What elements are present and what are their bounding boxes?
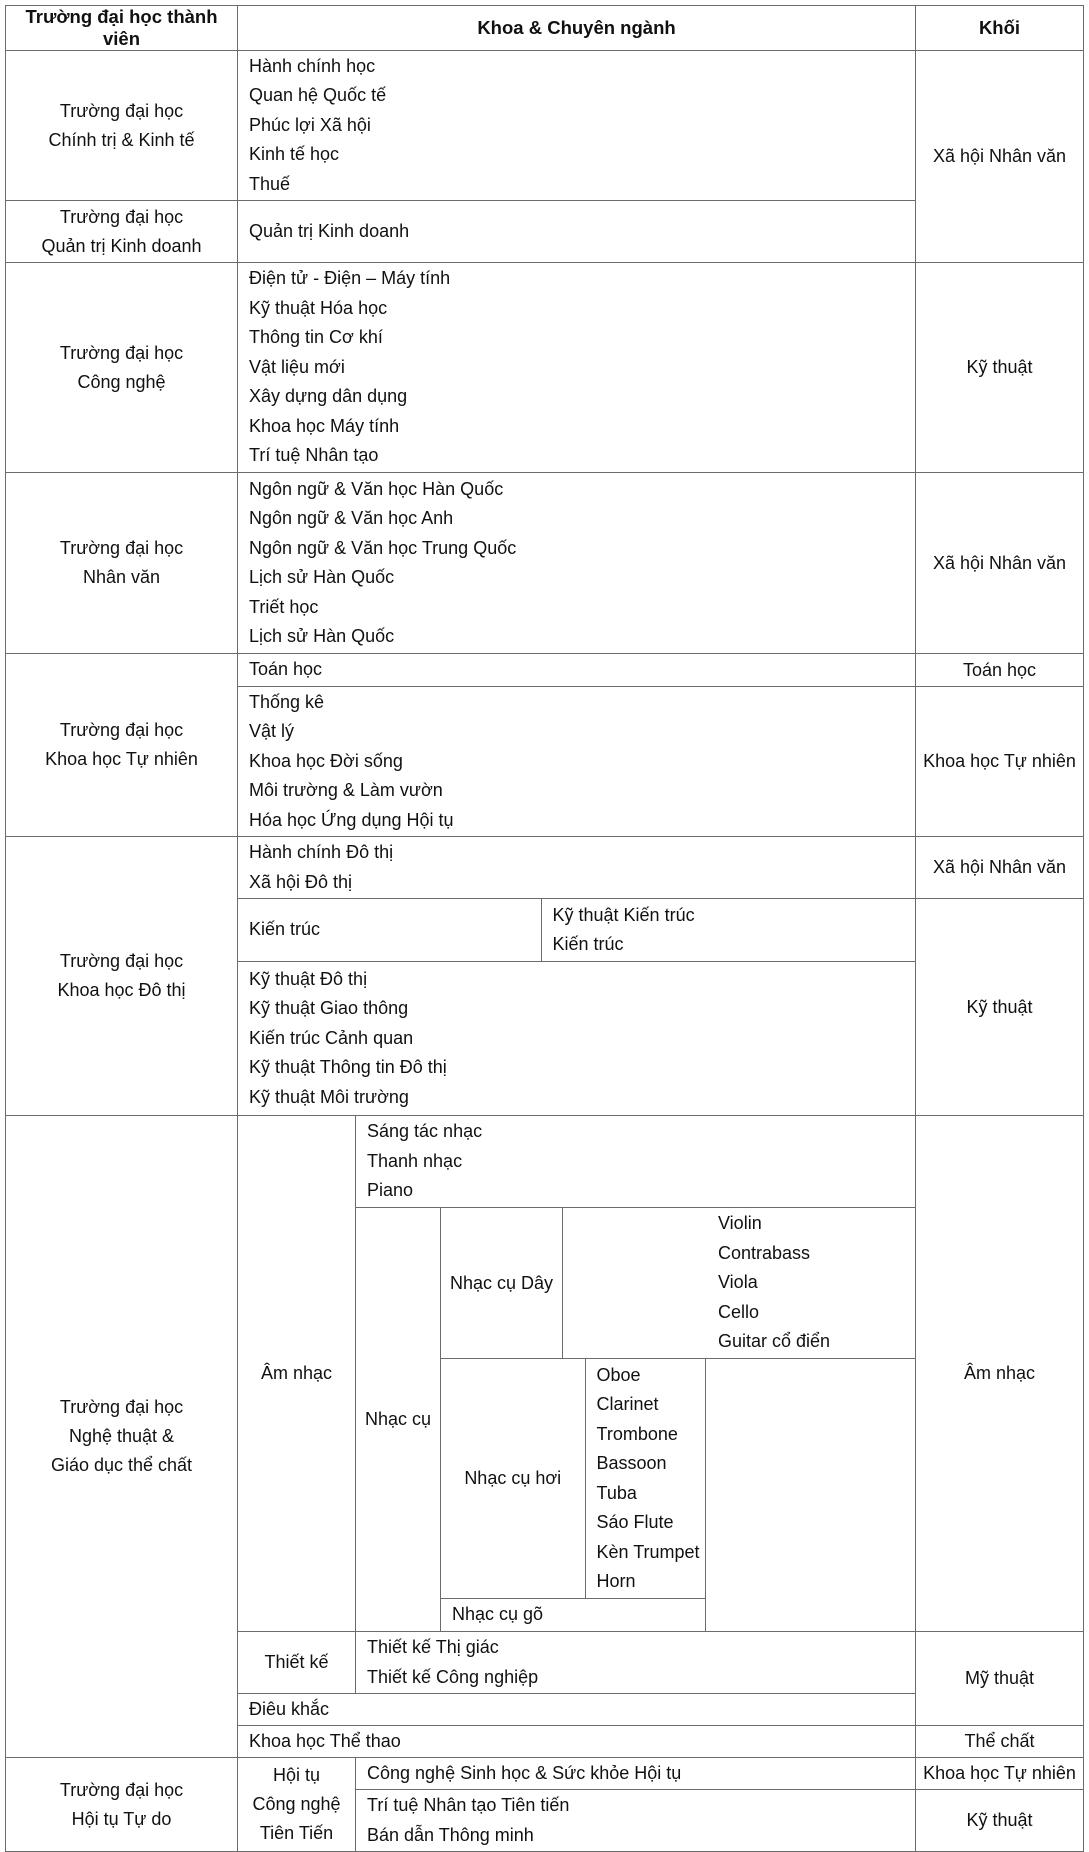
major-list: Kỹ thuật Kiến trúc Kiến trúc bbox=[541, 899, 915, 961]
major-list: Kỹ thuật Đô thị Kỹ thuật Giao thông Kiến trúc Cảnh quan Kỹ thuật Thông tin Đô thị Kỹ thuật Môi trường bbox=[238, 962, 916, 1116]
major-list: Điện tử - Điện – Máy tính Kỹ thuật Hóa học Thông tin Cơ khí Vật liệu mới Xây dựng dân dụng Khoa học Máy tính Trí tuệ Nhân tạo bbox=[238, 263, 916, 473]
school-cell: Trường đại học Hội tụ Tự do bbox=[6, 1758, 238, 1852]
percussion-item: Nhạc cụ gõ bbox=[441, 1599, 706, 1632]
major-list: Thiết kế Thị giác Thiết kế Công nghiệp bbox=[356, 1632, 916, 1694]
block-cell: Mỹ thuật bbox=[916, 1632, 1084, 1726]
instrument-label: Nhạc cụ bbox=[356, 1208, 441, 1632]
school-cell: Trường đại học Khoa học Đô thị bbox=[6, 837, 238, 1116]
architecture-group bbox=[238, 899, 916, 962]
music-label: Âm nhạc bbox=[238, 1116, 356, 1632]
architecture-label: Kiến trúc bbox=[238, 899, 541, 961]
major-list: Trí tuệ Nhân tạo Tiên tiến Bán dẫn Thông minh bbox=[356, 1790, 916, 1852]
major-list: Quản trị Kinh doanh bbox=[238, 201, 916, 263]
major-item: Công nghệ Sinh học & Sức khỏe Hội tụ bbox=[356, 1758, 916, 1790]
winds-group bbox=[441, 1359, 706, 1599]
strings-label: Nhạc cụ Dây bbox=[441, 1208, 563, 1359]
school-cell: Trường đại học Chính trị & Kinh tế bbox=[6, 51, 238, 201]
major-item: Điêu khắc bbox=[238, 1694, 916, 1726]
block-cell: Khoa học Tự nhiên bbox=[916, 1758, 1084, 1790]
school-cell: Trường đại học Nhân văn bbox=[6, 473, 238, 654]
block-cell: Thể chất bbox=[916, 1726, 1084, 1758]
block-cell: Kỹ thuật bbox=[916, 1790, 1084, 1852]
header-school: Trường đại học thành viên bbox=[6, 6, 238, 51]
major-list: Hành chính học Quan hệ Quốc tế Phúc lợi Xã hội Kinh tế học Thuế bbox=[238, 51, 916, 201]
header-department: Khoa & Chuyên ngành bbox=[238, 6, 916, 51]
block-cell: Xã hội Nhân văn bbox=[916, 473, 1084, 654]
design-label: Thiết kế bbox=[238, 1632, 356, 1694]
school-cell: Trường đại học Quản trị Kinh doanh bbox=[6, 201, 238, 263]
block-cell: Khoa học Tự nhiên bbox=[916, 687, 1084, 837]
block-cell: Xã hội Nhân văn bbox=[916, 51, 1084, 263]
major-item: Khoa học Thể thao bbox=[238, 1726, 916, 1758]
major-list: Ngôn ngữ & Văn học Hàn Quốc Ngôn ngữ & Văn học Anh Ngôn ngữ & Văn học Trung Quốc Lịch sử Hàn Quốc Triết học Lịch sử Hàn Quốc bbox=[238, 473, 916, 654]
block-cell: Xã hội Nhân văn bbox=[916, 837, 1084, 899]
header-block: Khối bbox=[916, 6, 1084, 51]
major-item: Toán học bbox=[238, 654, 916, 687]
block-cell: Âm nhạc bbox=[916, 1116, 1084, 1632]
major-list: Sáng tác nhạc Thanh nhạc Piano bbox=[356, 1116, 916, 1208]
major-list: Hành chính Đô thị Xã hội Đô thị bbox=[238, 837, 916, 899]
block-cell: Toán học bbox=[916, 654, 1084, 687]
group-label: Hội tụ Công nghệ Tiên Tiến bbox=[238, 1758, 356, 1852]
university-table bbox=[5, 5, 1084, 1852]
major-list: Thống kê Vật lý Khoa học Đời sống Môi trường & Làm vườn Hóa học Ứng dụng Hội tụ bbox=[238, 687, 916, 837]
winds-list: Oboe Clarinet Trombone Bassoon Tuba Sáo Flute Kèn Trumpet Horn bbox=[585, 1359, 705, 1598]
school-cell: Trường đại học Nghệ thuật & Giáo dục thể chất bbox=[6, 1116, 238, 1758]
block-cell: Kỹ thuật bbox=[916, 263, 1084, 473]
strings-list: Violin Contrabass Viola Cello Guitar cổ điển bbox=[563, 1208, 916, 1359]
block-cell: Kỹ thuật bbox=[916, 899, 1084, 1116]
school-cell: Trường đại học Công nghệ bbox=[6, 263, 238, 473]
school-cell: Trường đại học Khoa học Tự nhiên bbox=[6, 654, 238, 837]
winds-label: Nhạc cụ hơi bbox=[441, 1359, 585, 1598]
